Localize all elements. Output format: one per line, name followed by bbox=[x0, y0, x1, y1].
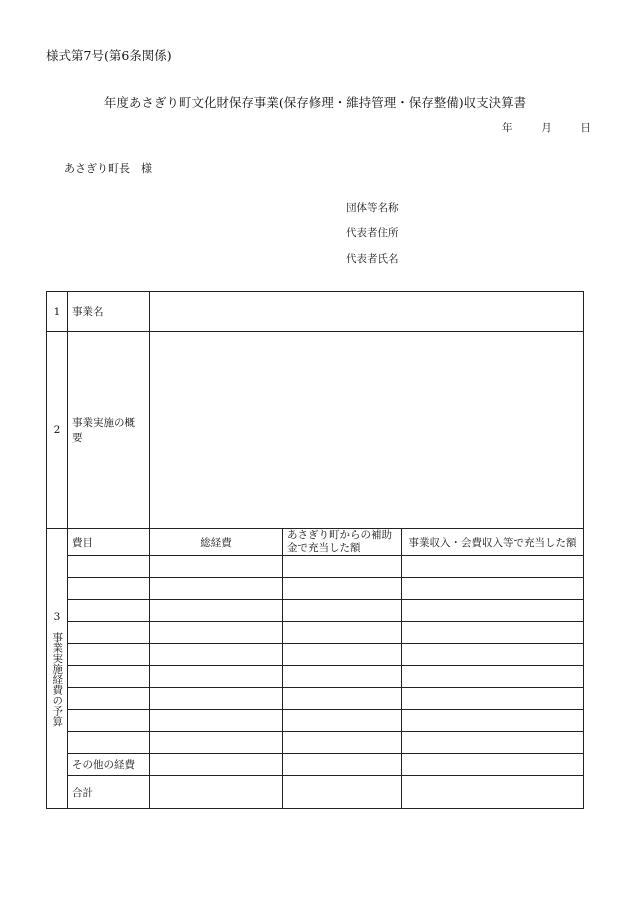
cost-income-cell[interactable] bbox=[402, 732, 584, 754]
cost-row bbox=[47, 688, 584, 710]
other-subsidy-cell[interactable] bbox=[283, 754, 402, 776]
date-line bbox=[502, 120, 591, 135]
cost-income-cell[interactable] bbox=[402, 556, 584, 578]
cost-income-cell[interactable] bbox=[402, 600, 584, 622]
budget-section-label: 事業実施経費の予算 bbox=[51, 631, 64, 726]
cost-subsidy-cell[interactable] bbox=[283, 688, 402, 710]
cost-total-cell[interactable] bbox=[150, 622, 283, 644]
total-subsidy-cell[interactable] bbox=[283, 776, 402, 809]
row-project-summary bbox=[47, 332, 584, 529]
cost-income-cell[interactable] bbox=[402, 644, 584, 666]
cost-subsidy-cell[interactable] bbox=[283, 622, 402, 644]
date-month: 月 bbox=[541, 122, 552, 134]
cost-total-cell[interactable] bbox=[150, 710, 283, 732]
form-number: 様式第7号(第6条関係) bbox=[46, 48, 172, 63]
cost-income-cell[interactable] bbox=[402, 622, 584, 644]
total-cost-cell[interactable] bbox=[150, 776, 283, 809]
cost-item-cell[interactable] bbox=[68, 578, 150, 600]
cost-header-row bbox=[47, 529, 584, 556]
cost-subsidy-cell[interactable] bbox=[283, 732, 402, 754]
cost-subsidy-cell[interactable] bbox=[283, 578, 402, 600]
applicant-name-label: 代表者氏名 bbox=[346, 253, 399, 265]
cost-subsidy-cell[interactable] bbox=[283, 710, 402, 732]
other-expenses-row bbox=[47, 754, 584, 776]
cost-income-cell[interactable] bbox=[402, 710, 584, 732]
applicant-org-label: 団体等名称 bbox=[346, 202, 399, 214]
cost-item-cell[interactable] bbox=[68, 622, 150, 644]
cost-item-cell[interactable] bbox=[68, 556, 150, 578]
project-name-label: 事業名 bbox=[68, 292, 150, 332]
cost-total-cell[interactable] bbox=[150, 666, 283, 688]
cost-income-cell[interactable] bbox=[402, 688, 584, 710]
cost-item-cell[interactable] bbox=[68, 666, 150, 688]
cost-item-cell[interactable] bbox=[68, 600, 150, 622]
row-number-3: 3 bbox=[53, 611, 61, 623]
cost-item-cell[interactable] bbox=[68, 732, 150, 754]
header-total-cost: 総経費 bbox=[150, 529, 283, 556]
header-town-subsidy: あさぎり町からの補助金で充当した額 bbox=[283, 529, 402, 556]
settlement-table bbox=[46, 291, 584, 809]
cost-row bbox=[47, 556, 584, 578]
other-expenses-label: その他の経費 bbox=[68, 754, 150, 776]
header-expense-item: 費目 bbox=[68, 529, 150, 556]
cost-total-cell[interactable] bbox=[150, 556, 283, 578]
cost-row bbox=[47, 622, 584, 644]
project-summary-label: 事業実施の概要 bbox=[68, 332, 150, 529]
cost-total-cell[interactable] bbox=[150, 644, 283, 666]
total-income-cell[interactable] bbox=[402, 776, 584, 809]
row-number-2: 2 bbox=[47, 332, 68, 529]
cost-row bbox=[47, 666, 584, 688]
cost-income-cell[interactable] bbox=[402, 666, 584, 688]
cost-item-cell[interactable] bbox=[68, 688, 150, 710]
cost-total-cell[interactable] bbox=[150, 600, 283, 622]
cost-total-cell[interactable] bbox=[150, 578, 283, 600]
cost-subsidy-cell[interactable] bbox=[283, 666, 402, 688]
applicant-address-label: 代表者住所 bbox=[346, 227, 399, 239]
cost-subsidy-cell[interactable] bbox=[283, 644, 402, 666]
cost-income-cell[interactable] bbox=[402, 578, 584, 600]
cost-row bbox=[47, 578, 584, 600]
cost-item-cell[interactable] bbox=[68, 644, 150, 666]
project-name-field[interactable] bbox=[150, 292, 584, 332]
date-year: 年 bbox=[502, 122, 513, 134]
cost-total-cell[interactable] bbox=[150, 688, 283, 710]
cost-row bbox=[47, 600, 584, 622]
header-other-income: 事業収入・会費収入等で充当した額 bbox=[402, 529, 584, 556]
cost-row bbox=[47, 732, 584, 754]
other-total-cell[interactable] bbox=[150, 754, 283, 776]
cost-total-cell[interactable] bbox=[150, 732, 283, 754]
row-number-1: 1 bbox=[47, 292, 68, 332]
cost-item-cell[interactable] bbox=[68, 710, 150, 732]
document-title: 年度あさぎり町文化財保存事業(保存修理・維持管理・保存整備)収支決算書 bbox=[103, 95, 527, 110]
cost-row bbox=[47, 710, 584, 732]
date-day: 日 bbox=[580, 122, 591, 134]
total-row bbox=[47, 776, 584, 809]
cost-subsidy-cell[interactable] bbox=[283, 556, 402, 578]
project-summary-field[interactable] bbox=[150, 332, 584, 529]
cost-subsidy-cell[interactable] bbox=[283, 600, 402, 622]
other-income-cell[interactable] bbox=[402, 754, 584, 776]
recipient: あさぎり町長 様 bbox=[64, 162, 152, 175]
row-number-3-cell bbox=[47, 529, 68, 809]
row-project-name bbox=[47, 292, 584, 332]
cost-row bbox=[47, 644, 584, 666]
total-label: 合計 bbox=[68, 776, 150, 809]
